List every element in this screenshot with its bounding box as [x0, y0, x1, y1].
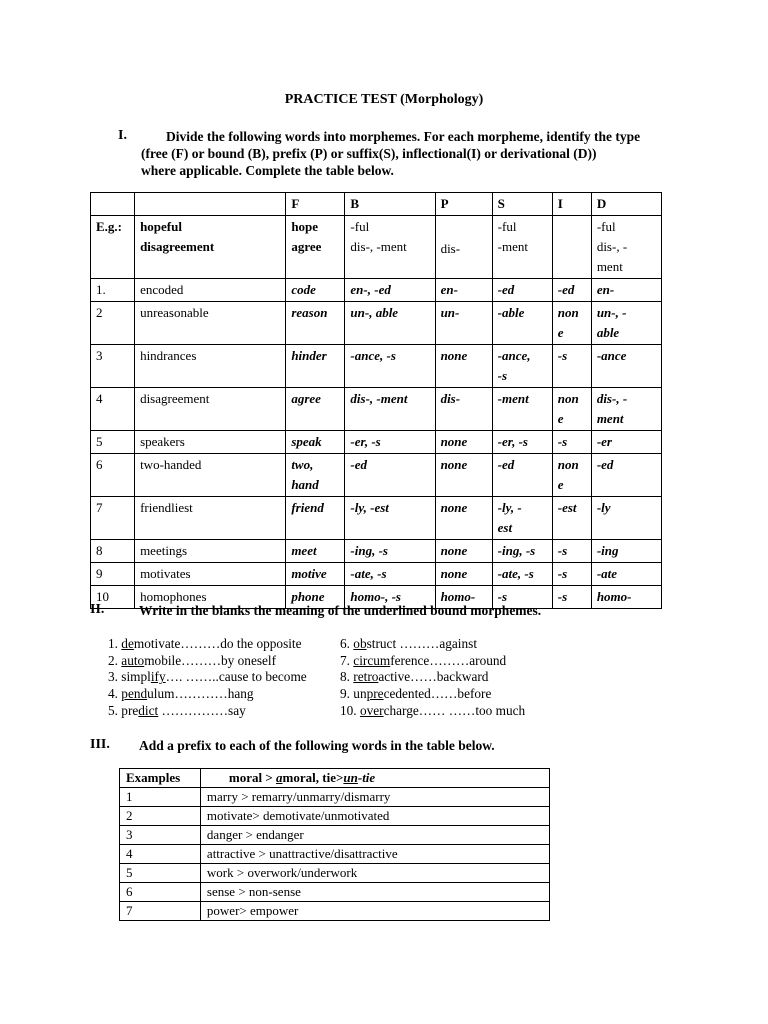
list-text: un	[353, 686, 367, 702]
header-derivational: D	[591, 193, 661, 216]
underlined-morpheme: pre	[366, 686, 384, 702]
morpheme-list-right	[340, 636, 525, 720]
section-1-instructions-line2: (free (F) or bound (B), prefix (P) or suffix(S), inflectional(I) or derivational (D))	[141, 146, 597, 161]
table-row	[91, 454, 662, 497]
cell-suffix: -able	[492, 302, 552, 345]
cell-bound: -ed	[345, 454, 435, 497]
row-answer: attractive > unattractive/disattractive	[200, 845, 549, 864]
list-text: 8.	[340, 669, 354, 685]
cell-prefix: en-	[435, 279, 492, 302]
cell-suffix: -ate, -s	[492, 563, 552, 586]
cell-free: reason	[286, 302, 345, 345]
cell-bound: en-, -ed	[345, 279, 435, 302]
page-title: PRACTICE TEST (Morphology)	[284, 92, 484, 107]
cell-free: agree	[286, 388, 345, 431]
list-text: ………	[181, 652, 222, 668]
list-item	[108, 686, 307, 703]
table-row	[120, 845, 550, 864]
morpheme-list-left	[108, 636, 307, 720]
row-answer: motivate> demotivate/unmotivated	[200, 807, 549, 826]
list-text: ulum	[147, 686, 175, 702]
row-number: 7	[120, 902, 201, 921]
row-number: 5	[91, 431, 135, 454]
list-item	[108, 636, 307, 653]
cell-suffix: -ing, -s	[492, 540, 552, 563]
table-row	[120, 864, 550, 883]
underlined-morpheme: dict	[138, 702, 159, 718]
underlined-morpheme: over	[359, 702, 384, 718]
row-word: two-handed	[135, 454, 286, 497]
header-cell	[91, 193, 135, 216]
prefix-table-header	[120, 769, 550, 788]
list-text: 10.	[340, 702, 360, 718]
underlined-morpheme: ify	[150, 669, 166, 685]
list-text: charge	[383, 702, 419, 718]
section-1-instructions-line1: Divide the following words into morphemes. For each morpheme, identify the type	[166, 129, 641, 144]
list-item	[340, 686, 525, 703]
list-item	[340, 669, 525, 686]
cell-free: phone	[286, 586, 345, 609]
example-part: -tie	[357, 770, 376, 785]
table-row	[91, 345, 662, 388]
example-free	[286, 216, 345, 279]
list-text: active	[378, 669, 411, 685]
list-text: too much	[475, 702, 526, 718]
cell-bound: -ly, -est	[345, 497, 435, 540]
table-row	[120, 902, 550, 921]
header-inflectional: I	[552, 193, 591, 216]
cell-free: speak	[286, 431, 345, 454]
list-text: struct	[366, 636, 397, 651]
row-number: 7	[91, 497, 135, 540]
list-text: do the opposite	[220, 636, 302, 651]
cell-prefix: none	[435, 563, 492, 586]
table-row	[91, 279, 662, 302]
examples-text	[200, 769, 549, 788]
cell-bound: -ance, -s	[345, 345, 435, 388]
row-number: 1	[120, 788, 201, 807]
list-text: 2.	[108, 652, 122, 668]
list-text: backward	[436, 669, 489, 685]
cell-prefix: un-	[435, 302, 492, 345]
row-number: 4	[91, 388, 135, 431]
row-answer: danger > endanger	[200, 826, 549, 845]
underlined-morpheme: ob	[353, 636, 367, 651]
list-text: 7.	[340, 652, 354, 668]
section-1-instructions-line3: where applicable. Complete the table below.	[141, 163, 394, 178]
row-number: 8	[91, 540, 135, 563]
cell-derivational: -ly	[591, 497, 661, 540]
underlined-morpheme: auto	[121, 652, 145, 668]
table-row	[91, 540, 662, 563]
row-word: motivates	[135, 563, 286, 586]
table-row	[120, 807, 550, 826]
list-text: ……	[410, 669, 437, 685]
prefix-table	[119, 768, 550, 921]
cell-inflectional: -s	[552, 586, 591, 609]
list-text: ……	[430, 686, 458, 702]
morpheme-table	[90, 192, 662, 609]
list-text: by oneself	[221, 652, 277, 668]
list-text: ………	[396, 636, 440, 651]
header-cell	[135, 193, 286, 216]
cell-prefix: none	[435, 540, 492, 563]
row-word: meetings	[135, 540, 286, 563]
example-prefix-value: dis-	[440, 241, 461, 256]
header-prefix: P	[435, 193, 492, 216]
list-item	[108, 703, 307, 720]
row-answer: power> empower	[200, 902, 549, 921]
list-text: before	[457, 686, 492, 702]
example-suffix-1: -ful	[497, 219, 517, 234]
header-free: F	[286, 193, 345, 216]
list-text: hang	[227, 686, 254, 702]
example-derivational	[591, 216, 661, 279]
list-text: mobile	[144, 652, 182, 668]
example-bound-1: -ful	[350, 219, 370, 234]
cell-prefix: dis-	[435, 388, 492, 431]
example-derivational-3: ment	[596, 259, 623, 274]
list-text: simpl	[121, 669, 151, 685]
list-text: against	[439, 636, 478, 651]
example-prefix	[435, 216, 492, 279]
example-word-2: disagreement	[140, 239, 215, 254]
cell-prefix: none	[435, 497, 492, 540]
cell-bound: dis-, -ment	[345, 388, 435, 431]
list-text: ference	[390, 652, 430, 668]
example-inflectional	[552, 216, 591, 279]
list-item	[340, 636, 525, 653]
list-item	[108, 669, 307, 686]
cell-suffix: -ment	[492, 388, 552, 431]
row-number: 3	[120, 826, 201, 845]
example-derivational-1: -ful	[596, 219, 616, 234]
cell-free: code	[286, 279, 345, 302]
row-answer: sense > non-sense	[200, 883, 549, 902]
example-part: moral, tie>	[282, 770, 344, 785]
examples-label: Examples	[120, 769, 201, 788]
table-row	[120, 788, 550, 807]
cell-prefix: none	[435, 454, 492, 497]
row-word: friendliest	[135, 497, 286, 540]
row-number: 5	[120, 864, 201, 883]
example-prefix-un: un	[343, 770, 358, 785]
list-item	[340, 653, 525, 670]
cell-bound: -ate, -s	[345, 563, 435, 586]
cell-derivational: -er	[591, 431, 661, 454]
example-words	[135, 216, 286, 279]
table-row	[120, 826, 550, 845]
cell-suffix: -s	[492, 586, 552, 609]
list-text: …………	[174, 686, 228, 702]
table-header-row	[91, 193, 662, 216]
cell-derivational: dis-, - ment	[591, 388, 661, 431]
example-row	[91, 216, 662, 279]
cell-prefix: none	[435, 345, 492, 388]
cell-bound: homo-, -s	[345, 586, 435, 609]
row-word: hindrances	[135, 345, 286, 388]
row-number: 2	[91, 302, 135, 345]
section-1-number: I.	[118, 128, 127, 143]
table-row	[120, 883, 550, 902]
cell-suffix: -ed	[492, 279, 552, 302]
cell-derivational: -ate	[591, 563, 661, 586]
underlined-morpheme: de	[121, 636, 134, 651]
row-word: encoded	[135, 279, 286, 302]
row-word: disagreement	[135, 388, 286, 431]
section-3-heading: Add a prefix to each of the following words in the table below.	[139, 738, 495, 753]
row-answer: marry > remarry/unmarry/dismarry	[200, 788, 549, 807]
list-text: …… ……	[418, 702, 476, 718]
cell-prefix: homo-	[435, 586, 492, 609]
list-text: pre	[121, 702, 139, 718]
example-free-1: hope	[291, 219, 319, 234]
example-prefix-a: a	[276, 770, 283, 785]
example-part: moral >	[228, 770, 277, 785]
cell-inflectional: -s	[552, 431, 591, 454]
example-bound-2: dis-, -ment	[350, 239, 407, 254]
cell-suffix: -ed	[492, 454, 552, 497]
underlined-morpheme: retro	[353, 669, 379, 685]
cell-bound: un-, able	[345, 302, 435, 345]
list-text: ……………	[158, 702, 229, 718]
cell-free: two, hand	[286, 454, 345, 497]
list-text: ………	[429, 652, 470, 668]
cell-inflectional: -s	[552, 563, 591, 586]
example-label: E.g.:	[91, 216, 135, 279]
cell-inflectional: -est	[552, 497, 591, 540]
example-bound	[345, 216, 435, 279]
list-text: 6.	[340, 636, 354, 651]
list-text: cedented	[383, 686, 431, 702]
cell-derivational: homo-	[591, 586, 661, 609]
list-text: 1.	[108, 636, 122, 651]
header-suffix: S	[492, 193, 552, 216]
row-word: unreasonable	[135, 302, 286, 345]
example-derivational-2: dis-, -	[596, 239, 628, 254]
list-text: …. ……..	[165, 669, 219, 685]
list-text: motivate	[133, 636, 181, 651]
row-number: 1.	[91, 279, 135, 302]
list-text: 9.	[340, 686, 354, 702]
example-free-2: agree	[291, 239, 322, 254]
header-bound: B	[345, 193, 435, 216]
list-text: 5.	[108, 702, 122, 718]
cell-derivational: -ed	[591, 454, 661, 497]
table-row	[91, 388, 662, 431]
row-number: 10	[91, 586, 135, 609]
cell-derivational: -ance	[591, 345, 661, 388]
cell-suffix: -ance, -s	[492, 345, 552, 388]
row-number: 6	[91, 454, 135, 497]
cell-inflectional: -s	[552, 540, 591, 563]
section-2-number: II.	[90, 602, 105, 617]
example-suffix	[492, 216, 552, 279]
table-row	[91, 497, 662, 540]
prefix-table-body	[120, 788, 550, 921]
table-row	[91, 431, 662, 454]
underlined-morpheme: circum	[353, 652, 391, 668]
cell-inflectional: non e	[552, 302, 591, 345]
table-row	[91, 563, 662, 586]
cell-free: meet	[286, 540, 345, 563]
section-2-heading: Write in the blanks the meaning of the underlined bound morphemes.	[139, 603, 542, 618]
row-number: 9	[91, 563, 135, 586]
underlined-morpheme: pend	[121, 686, 148, 702]
list-text: 3.	[108, 669, 122, 685]
row-number: 6	[120, 883, 201, 902]
cell-bound: -er, -s	[345, 431, 435, 454]
cell-free: hinder	[286, 345, 345, 388]
cell-derivational: -ing	[591, 540, 661, 563]
cell-inflectional: -s	[552, 345, 591, 388]
example-word-1: hopeful	[140, 219, 182, 234]
list-text: say	[228, 702, 246, 718]
cell-inflectional: -ed	[552, 279, 591, 302]
cell-derivational: en-	[591, 279, 661, 302]
cell-suffix: -er, -s	[492, 431, 552, 454]
cell-inflectional: non e	[552, 388, 591, 431]
list-item	[340, 703, 525, 720]
table-row	[91, 302, 662, 345]
row-number: 4	[120, 845, 201, 864]
cell-suffix: -ly, - est	[492, 497, 552, 540]
row-word: speakers	[135, 431, 286, 454]
cell-bound: -ing, -s	[345, 540, 435, 563]
cell-inflectional: non e	[552, 454, 591, 497]
cell-prefix: none	[435, 431, 492, 454]
cell-derivational: un-, - able	[591, 302, 661, 345]
list-text: 4.	[108, 686, 122, 702]
list-text: ………	[180, 636, 221, 651]
list-text: around	[469, 652, 507, 668]
list-text: cause to become	[218, 669, 307, 685]
section-3-number: III.	[90, 737, 110, 752]
row-answer: work > overwork/underwork	[200, 864, 549, 883]
example-suffix-2: -ment	[497, 239, 528, 254]
list-item	[108, 653, 307, 670]
cell-free: friend	[286, 497, 345, 540]
morpheme-table-body	[91, 279, 662, 609]
cell-free: motive	[286, 563, 345, 586]
row-number: 3	[91, 345, 135, 388]
row-word: homophones	[135, 586, 286, 609]
row-number: 2	[120, 807, 201, 826]
